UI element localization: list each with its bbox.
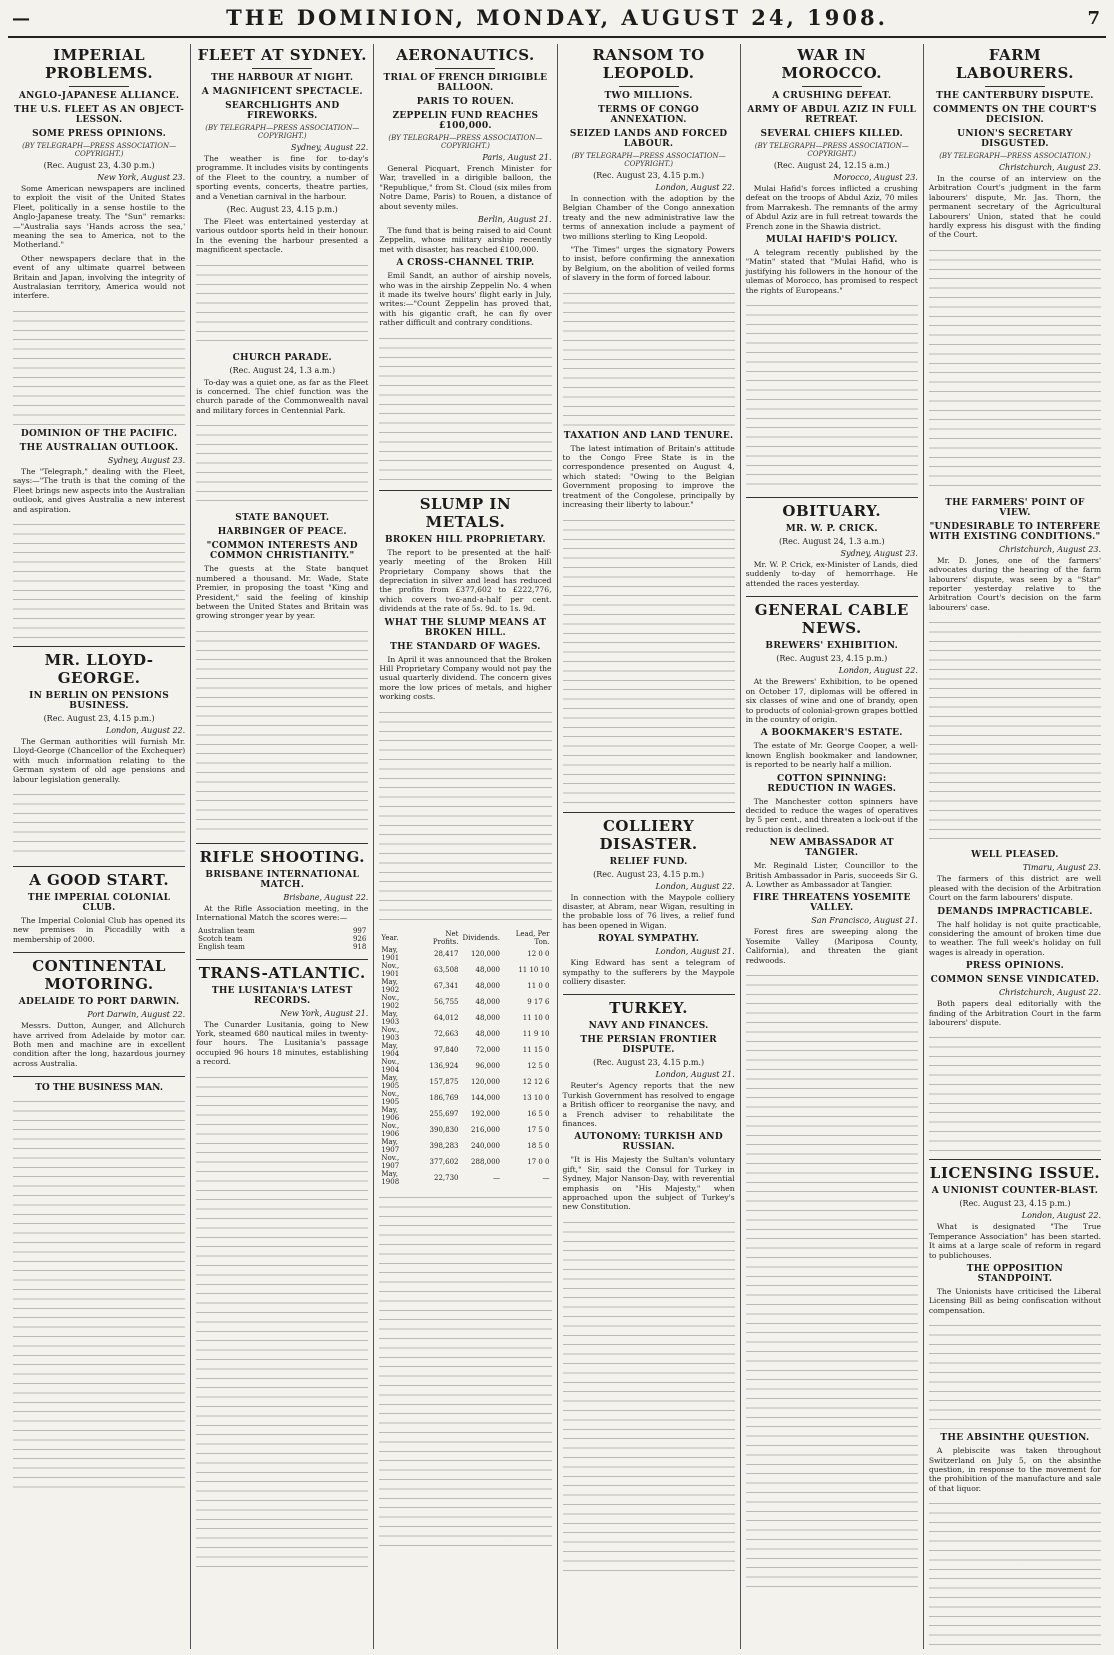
cell-profits: 56,755 (434, 997, 459, 1006)
dateline: Morocco, August 23. (833, 173, 918, 182)
text-lines (929, 244, 1101, 494)
paragraph: Mr. W. P. Crick, ex-Minister of Lands, died suddenly to-day of hemorrhage. He attended the races yesterday. (745, 560, 918, 588)
paragraph: Mulai Hafid's forces inflicted a crushing defeat on the troops of Abdul Aziz, 70 miles from Marrakesh. The remnants of the army of Abdul Aziz are in full retreat towards the French zone in the Shawia district. (745, 184, 918, 231)
cell-year: May, 1904 (381, 1041, 400, 1058)
cell-dividends: — (492, 1173, 500, 1182)
text-lines (929, 616, 1101, 846)
paragraph: The Cunarder Lusitania, going to New York, steamed 680 nautical miles in twenty-four hours. The Lusitania's passage occupied 96 hours 18 minutes, establishing a record. (196, 1019, 369, 1067)
cell-year: May, 1905 (381, 1073, 400, 1090)
subheading: TRIAL OF FRENCH DIRIGIBLE BALLOON. (383, 73, 548, 93)
table-row (379, 1010, 551, 1026)
subheading: ARMY OF ABDUL AZIZ IN FULL RETREAT. (747, 105, 917, 125)
paragraph: Messrs. Dutton, Aunger, and Allchurch have arrived from Adelaide by motor car. Both men and machine are in excellent condition after the long, hazardous journey across Australia. (13, 1021, 186, 1068)
columns (8, 44, 1106, 1649)
column-heading: AERONAUTICS. (396, 46, 535, 64)
table-row (379, 962, 551, 978)
paragraph: Mr. Reginald Lister, Councillor to the British Ambassador in Paris, succeeds Sir G. A. Lowther as Ambassador at Tangier. (745, 861, 918, 889)
received-time: (Rec. August 24, 1.3 a.m.) (778, 537, 885, 547)
subheading: COTTON SPINNING: REDUCTION IN WAGES. (767, 773, 897, 794)
cell-year: May, 1902 (381, 977, 400, 994)
cell-dividends: 192,000 (471, 1109, 500, 1118)
subheading: COMMENTS ON THE COURT'S DECISION. (933, 105, 1097, 125)
received-time: (Rec. August 23, 4.15 p.m.) (593, 171, 705, 180)
dateline: London, August 22. (655, 183, 735, 192)
subheading: SOME PRESS OPINIONS. (32, 129, 167, 139)
cell-dividends: 48,000 (475, 981, 500, 990)
dateline: London, August 21. (655, 1070, 735, 1080)
paragraph: Emil Sandt, an author of airship novels, who was in the airship Zeppelin No. 4 when it made its twelve hours' flight early in July, writes:—"Count Zeppelin has proved that, with his gigantic craft, he can fly over rather difficult and contrary conditions. (379, 271, 552, 328)
paragraph: To-day was a quiet one, as far as the Fleet is concerned. The chief function was the church parade of the Commonwealth naval and military forces in Centennial Park. (196, 377, 369, 415)
cell-dividends: 48,000 (475, 965, 500, 974)
subheading: THE OPPOSITION STANDPOINT. (966, 1263, 1064, 1284)
cell-lead: 11 9 10 (522, 1029, 550, 1038)
cell-lead: 12 5 0 (527, 1061, 550, 1070)
subheading: THE IMPERIAL COLONIAL CLUB. (27, 892, 171, 913)
team-score: 997 (352, 926, 367, 935)
subheading: SEARCHLIGHTS AND FIREWORKS. (225, 101, 340, 121)
subheading: "COMMON INTERESTS AND COMMON CHRISTIANITY." (206, 541, 358, 562)
text-lines (563, 514, 735, 804)
cell-dividends: 216,000 (471, 1125, 500, 1134)
column-heading: FLEET AT SYDNEY. (197, 46, 367, 64)
subheading: NAVY AND FINANCES. (588, 1021, 709, 1032)
received-time: (Rec. August 23, 4.15 p.m.) (776, 654, 888, 664)
table-row (379, 946, 551, 962)
subheading: CHURCH PARADE. (232, 352, 332, 363)
cell-dividends: 120,000 (471, 1077, 500, 1086)
subheading: A CROSS-CHANNEL TRIP. (396, 258, 535, 269)
cell-lead: 9 17 6 (527, 997, 550, 1006)
advertisement-text (13, 1095, 185, 1495)
dateline: Brisbane, August 22. (283, 892, 369, 902)
subheading: COMMON SENSE VINDICATED. (930, 975, 1100, 986)
profits-table (379, 930, 551, 1186)
cell-profits: 97,840 (434, 1045, 459, 1054)
section-heading: CONTINENTAL MOTORING. (32, 957, 166, 994)
paragraph: The latest intimation of Britain's attitude to the Congo Free State is in the correspondence presented on August 4, which stated: "Owing to the Belgian Government proposing to improve the treatment of the Congolese, principally by increasing their liberty to labour." (562, 443, 735, 510)
paragraph: The fund that is being raised to aid Count Zeppelin, whose military airship recently met with disaster, has reached £100,000. (379, 226, 552, 254)
column-heading: WAR IN MOROCCO. (781, 46, 883, 82)
paragraph: A plebiscite was taken throughout Switzerland on July 5, on the absinthe question, in response to the movement for the prohibition of the manufacture and sale of that liquor. (928, 1446, 1102, 1493)
paragraph: In April it was announced that the Broken Hill Proprietary Company would not pay the usual quarterly dividend. The concern gives more the low prices of metals, and higher working costs. (379, 654, 552, 702)
cell-dividends: 120,000 (471, 949, 500, 958)
paragraph: General Picquart, French Minister for War, travelled in a dirigible balloon, the "Republique," from St. Cloud (six miles from Notre Dame, Paris) to Rouen, a distance of about seventy miles. (379, 164, 552, 211)
cell-profits: 157,875 (429, 1077, 459, 1086)
paragraph: The estate of Mr. George Cooper, a well-known English bookmaker and landowner, is reported to be nearly half a million. (745, 741, 918, 770)
wire-credit: (BY TELEGRAPH—PRESS ASSOCIATION.) (939, 152, 1091, 160)
cell-profits: 28,417 (434, 949, 459, 958)
paragraph: The weather is fine for to-day's programme. It includes visits by contingents of the Fleet to the country, a number of sporting events, concerts, theatre parties, and a Venetian carnival in the harbour. (196, 154, 369, 201)
cell-profits: 390,830 (429, 1125, 459, 1134)
cell-lead: 12 12 6 (522, 1077, 550, 1086)
cell-profits: 398,283 (429, 1141, 459, 1150)
paragraph: Some American newspapers are inclined to exploit the visit of the United States Fleet, politically in a sense hostile to the Anglo-Japanese treaty. The "Sun" remarks:—"Australia says 'Hands across the sea,' meaning the sea to America, not to the Motherland." (13, 184, 186, 250)
dateline: London, August 21. (655, 947, 735, 957)
score-table (196, 927, 368, 951)
cell-lead: 11 15 0 (522, 1045, 550, 1054)
text-lines (13, 305, 185, 425)
text-lines (196, 625, 368, 835)
dateline: New York, August 23. (97, 173, 186, 182)
table-row (379, 1138, 551, 1154)
section-heading: OBITUARY. (782, 502, 882, 521)
dateline: New York, August 21. (280, 1008, 369, 1018)
dateline: Berlin, August 21. (477, 215, 552, 225)
subheading: PRESS OPINIONS. (965, 961, 1065, 972)
table-header (379, 930, 551, 946)
subheading: SEVERAL CHIEFS KILLED. (760, 129, 904, 139)
table-row (379, 1042, 551, 1058)
paragraph: In connection with the adoption by the Belgian Chamber of the Congo annexation treaty and the new administrative law the terms of annexation include a payment of two millions sterling to King Leopold. (562, 194, 735, 241)
column-fleet-at-sydney (191, 44, 374, 1649)
subheading: THE FARMERS' POINT OF VIEW. (945, 497, 1085, 518)
cell-dividends: 240,000 (471, 1141, 500, 1150)
paragraph: The Unionists have criticised the Liberal Licensing Bill as being confiscation without compensation. (928, 1286, 1102, 1315)
cell-year: Nov., 1903 (381, 1025, 400, 1042)
section-heading: SLUMP IN METALS. (419, 494, 512, 531)
paragraph: The Fleet was entertained yesterday at various outdoor sports held in their honour. In the evening the harbour presented a magnificent spectacle. (196, 217, 369, 255)
paragraph: "The Times" urges the signatory Powers to insist, before confirming the annexation by Belgium, on the abolition of veiled forms of slavery in the form of forced labour. (562, 245, 735, 283)
dateline: London, August 22. (655, 881, 735, 891)
received-time: (Rec. August 23, 4.15 p.m.) (226, 205, 338, 215)
subheading: NEW AMBASSADOR AT TANGIER. (769, 838, 894, 859)
wire-credit: (BY TELEGRAPH—PRESS ASSOCIATION—COPYRIGHT.) (22, 142, 177, 158)
paragraph: The German authorities will furnish Mr. Lloyd-George (Chancellor of the Exchequer) with much information relating to the German system of old age pensions and labour legislation generally. (13, 736, 186, 784)
subheading: DEMANDS IMPRACTICABLE. (937, 906, 1093, 917)
received-time: (Rec. August 23, 4.30 p.m.) (43, 161, 155, 170)
team-name: Scotch team (198, 934, 243, 943)
cell-lead: 16 5 0 (527, 1109, 550, 1118)
table-row (379, 1154, 551, 1170)
table-row (379, 1090, 551, 1106)
dateline: Christchurch, August 22. (998, 988, 1102, 998)
cell-lead: 13 10 0 (522, 1093, 550, 1102)
cell-year: Nov., 1902 (381, 993, 400, 1010)
subheading: ZEPPELIN FUND REACHES £100,000. (392, 111, 539, 131)
cell-year: Nov., 1901 (381, 961, 400, 978)
paragraph: A telegram recently published by the "Matin" stated that "Mulai Hafid, who is justifying his followers in the honour of the ulemas of Morocco, has promised to respect the rights of Europeans." (745, 248, 918, 295)
advertisement-heading: TO THE BUSINESS MAN. (35, 1083, 163, 1094)
cell-profits: 63,508 (434, 965, 459, 974)
paragraph: Mr. D. Jones, one of the farmers' advocates during the hearing of the farm labourers' dispute, was seen by a "Star" reporter yesterday relative to the Arbitration Court's decision on the farm labourers' case. (928, 555, 1102, 612)
subheading: AUTONOMY: TURKISH AND RUSSIAN. (574, 1132, 723, 1153)
col-profits: Net Profits. (432, 929, 459, 946)
cell-profits: 67,341 (434, 981, 459, 990)
subheading: FIRE THREATENS YOSEMITE VALLEY. (752, 893, 911, 914)
subheading: BRISBANE INTERNATIONAL MATCH. (205, 869, 360, 890)
paragraph: In the course of an interview on the Arbitration Court's judgment in the farm labourers' dispute, Mr. Jas. Thorn, the permanent secretary of the Agricultural Labourers' Union, stated that he could hardly express his disgust with the finding of the Court. (928, 174, 1102, 240)
dateline: London, August 22. (105, 725, 186, 735)
dateline: Paris, August 21. (482, 153, 552, 162)
cell-lead: 17 5 0 (527, 1125, 550, 1134)
subheading: A CRUSHING DEFEAT. (772, 91, 892, 101)
cell-profits: 255,697 (429, 1109, 459, 1118)
cell-profits: 136,924 (429, 1061, 459, 1070)
cell-year: May, 1903 (381, 1009, 400, 1026)
cell-year: May, 1906 (381, 1105, 400, 1122)
wire-credit: (BY TELEGRAPH—PRESS ASSOCIATION—COPYRIGHT.) (205, 124, 360, 140)
text-lines (929, 1031, 1101, 1151)
paragraph: The half holiday is not quite practicable, considering the amount of broken time due to weather. The full week's holiday on full wages is already in operation. (928, 919, 1102, 957)
page-number: 7 (1087, 8, 1100, 29)
paragraph: At the Rifle Association meeting, in the International Match the scores were:— (196, 903, 369, 923)
column-war-in-morocco (741, 44, 924, 1649)
subheading: THE PERSIAN FRONTIER DISPUTE. (580, 1035, 717, 1056)
subheading: A BOOKMAKER'S ESTATE. (760, 728, 903, 739)
team-score: 918 (352, 942, 367, 951)
cell-lead: 18 5 0 (527, 1141, 550, 1150)
paragraph: The "Telegraph," dealing with the Fleet, says:—"The truth is that the coming of the Fleet brings new aspects into the Australian outlook, and gives Australia a new interest and aspiration. (13, 466, 186, 514)
cell-lead: 11 10 0 (522, 1013, 550, 1022)
dateline: Sydney, August 23. (840, 549, 918, 559)
cell-year: May, 1908 (381, 1169, 400, 1186)
received-time: (Rec. August 23, 4.15 p.m.) (593, 1058, 705, 1068)
cell-lead: 11 10 10 (518, 965, 550, 974)
subheading: WELL PLEASED. (971, 850, 1059, 861)
col-year: Year. (381, 933, 399, 942)
dateline: Port Darwin, August 22. (87, 1010, 186, 1020)
subheading: THE HARBOUR AT NIGHT. (211, 73, 354, 83)
text-lines (563, 1216, 735, 1576)
paragraph: At the Brewers' Exhibition, to be opened on October 17, diplomas will be offered in six classes of wine and one of brandy, open to products of colonial-grown grapes bottled in the country of origin. (745, 677, 918, 724)
text-lines (196, 419, 368, 509)
team-score: 926 (352, 934, 367, 943)
subheading: TAXATION AND LAND TENURE. (563, 430, 734, 441)
cell-profits: 377,602 (429, 1157, 459, 1166)
paragraph: King Edward has sent a telegram of sympathy to the sufferers by the Maypole colliery disaster. (562, 958, 735, 986)
subheading: THE LUSITANIA'S LATEST RECORDS. (211, 985, 353, 1006)
paragraph: In connection with the Maypole colliery disaster, at Abram, near Wigan, resulting in the probable loss of 76 lives, a relief fund has been opened in Wigan. (562, 892, 735, 930)
cell-profits: 64,012 (434, 1013, 459, 1022)
received-time: (Rec. August 24, 12.15 a.m.) (773, 161, 890, 170)
text-lines (929, 1497, 1101, 1649)
subheading: PARIS TO ROUEN. (416, 97, 515, 107)
subheading: RELIEF FUND. (609, 856, 688, 867)
section-heading: TRANS-ATLANTIC. (198, 963, 366, 982)
paragraph: The guests at the State banquet numbered a thousand. Mr. Wade, State Premier, in proposing the toast "King and President," said the feeling of kinship between the United States and Britain was growing stronger year by year. (196, 564, 369, 621)
text-lines (929, 1319, 1101, 1429)
text-lines (379, 706, 551, 926)
received-time: (Rec. August 23, 4.15 p.m.) (959, 1199, 1071, 1209)
cell-dividends: 288,000 (471, 1157, 500, 1166)
received-time: (Rec. August 23, 4.15 p.m.) (43, 713, 155, 723)
table-row (379, 1122, 551, 1138)
section-heading: RIFLE SHOOTING. (199, 847, 365, 866)
paragraph: Other newspapers declare that in the event of any ultimate quarrel between Britain and Japan, involving the integrity of Australasian territory, America would not interfere. (13, 253, 186, 301)
column-heading: FARM LABOURERS. (955, 46, 1075, 82)
cell-profits: 186,769 (429, 1093, 459, 1102)
cell-dividends: 48,000 (475, 1013, 500, 1022)
received-time: (Rec. August 24, 1.3 a.m.) (229, 365, 336, 375)
subheading: A MAGNIFICENT SPECTACLE. (201, 87, 363, 97)
paragraph: Forest fires are sweeping along the Yosemite Valley (Mariposa County, California), and threaten the giant redwoods. (745, 927, 918, 965)
paragraph: Reuter's Agency reports that the new Turkish Government has resolved to engage a British officer to reorganise the navy, and a French adviser to rehabilitate the finances. (562, 1081, 735, 1128)
masthead-title: THE DOMINION, MONDAY, AUGUST 24, 1908. (226, 5, 888, 30)
text-lines (379, 332, 551, 482)
col-lead: Lead, Per Ton. (515, 929, 550, 946)
text-lines (13, 788, 185, 858)
paragraph: The Manchester cotton spinners have decided to reduce the wages of operatives by 5 per cent., and threaten a lock-out if the reduction is declined. (745, 796, 918, 834)
subheading: HARBINGER OF PEACE. (217, 527, 347, 538)
team-name: English team (198, 942, 245, 951)
cell-profits: 22,730 (434, 1173, 459, 1182)
text-lines (746, 969, 918, 1589)
dateline: London, August 22. (1021, 1211, 1102, 1221)
text-lines (563, 287, 735, 427)
subheading: SEIZED LANDS AND FORCED LABOUR. (569, 129, 728, 149)
subheading: UNION'S SECRETARY DISGUSTED. (957, 129, 1073, 149)
text-lines (746, 299, 918, 489)
table-row (379, 1074, 551, 1090)
subheading: TERMS OF CONGO ANNEXATION. (598, 105, 700, 125)
table-row (379, 1026, 551, 1042)
subheading: "UNDESIRABLE TO INTERFERE WITH EXISTING CONDITIONS." (929, 521, 1101, 542)
cell-lead: 11 0 0 (527, 981, 550, 990)
table-row (379, 994, 551, 1010)
wire-credit: (BY TELEGRAPH—PRESS ASSOCIATION—COPYRIGHT.) (571, 152, 726, 168)
paragraph: The Imperial Colonial Club has opened its new premises in Piccadilly with a membership of 2000. (13, 915, 186, 944)
text-lines (379, 1191, 551, 1551)
cell-year: May, 1907 (381, 1137, 400, 1154)
section-heading: TURKEY. (609, 999, 688, 1018)
subheading: WHAT THE SLUMP MEANS AT BROKEN HILL. (384, 617, 547, 638)
subheading: THE CANTERBURY DISPUTE. (936, 91, 1094, 101)
column-farm-labourers (924, 44, 1106, 1649)
column-heading: IMPERIAL PROBLEMS. (45, 46, 154, 82)
dateline: Sydney, August 22. (291, 143, 369, 152)
cell-lead: 17 0 0 (527, 1157, 550, 1166)
subheading: MR. W. P. CRICK. (785, 524, 878, 535)
masthead-dash: — (12, 8, 30, 29)
cell-dividends: 72,000 (475, 1045, 500, 1054)
column-imperial-problems (8, 44, 191, 1649)
paragraph: The report to be presented at the half-yearly meeting of the Broken Hill Proprietary Company shows that the depreciation in silver and lead has reduced the profits from £377,602 to £222,776, which covers two-and-a-half per cent. dividends at the rate of 5s. 9d. to 1s. 9d. (379, 547, 552, 614)
paragraph: What is designated "The True Temperance Association" has been started. It aims at a large scale of reform in regard to publichouses. (928, 1222, 1102, 1260)
text-lines (196, 1071, 368, 1571)
cell-year: Nov., 1904 (381, 1057, 400, 1074)
subheading: ADELAIDE TO PORT DARWIN. (18, 997, 180, 1008)
cell-year: Nov., 1907 (381, 1153, 400, 1170)
subheading: THE AUSTRALIAN OUTLOOK. (19, 442, 179, 453)
subheading: IN BERLIN ON PENSIONS BUSINESS. (29, 690, 170, 711)
subheading: DOMINION OF THE PACIFIC. (20, 428, 178, 439)
cell-lead: — (542, 1173, 550, 1182)
subheading: THE ABSINTHE QUESTION. (940, 1433, 1090, 1444)
col-dividends: Dividends. (462, 933, 500, 942)
cell-year: Nov., 1906 (381, 1121, 400, 1138)
cell-year: May, 1901 (381, 945, 400, 962)
cell-dividends: 144,000 (471, 1093, 500, 1102)
received-time: (Rec. August 23, 4.15 p.m.) (593, 869, 705, 879)
table-row (379, 1058, 551, 1074)
section-heading: MR. LLOYD-GEORGE. (44, 650, 154, 687)
dateline: Christchurch, August 23. (998, 163, 1102, 172)
subheading: ANGLO-JAPANESE ALLIANCE. (18, 91, 180, 101)
section-heading: COLLIERY DISASTER. (599, 816, 698, 853)
masthead (8, 2, 1106, 38)
text-lines (196, 259, 368, 349)
cell-dividends: 48,000 (475, 997, 500, 1006)
dateline: Christchurch, August 23. (998, 544, 1102, 554)
section-heading: A GOOD START. (29, 870, 170, 889)
column-heading: RANSOM TO LEOPOLD. (592, 46, 705, 82)
table-row (379, 978, 551, 994)
wire-credit: (BY TELEGRAPH—PRESS ASSOCIATION—COPYRIGHT.) (388, 134, 543, 150)
team-name: Australian team (198, 926, 255, 935)
column-aeronautics (374, 44, 557, 1649)
table-row (196, 935, 368, 943)
subheading: A UNIONIST COUNTER-BLAST. (931, 1186, 1099, 1197)
dateline: Timaru, August 23. (1022, 863, 1102, 873)
table-row (196, 927, 368, 935)
subheading: ROYAL SYMPATHY. (598, 934, 700, 945)
subheading: BREWERS' EXHIBITION. (765, 641, 899, 652)
cell-profits: 72,663 (434, 1029, 459, 1038)
dateline: San Francisco, August 21. (811, 916, 918, 926)
text-lines (13, 518, 185, 638)
subheading: THE STANDARD OF WAGES. (390, 641, 541, 652)
paragraph: "It is His Majesty the Sultan's voluntary gift," Sir, said the Consul for Turkey in Sydney, Major Nanson-Day, with reverential emphasis on "His Majesty," when approached upon the subject of Turkey's new Constitution. (562, 1155, 735, 1212)
table-row (379, 1170, 551, 1186)
section-heading: GENERAL CABLE NEWS. (754, 601, 909, 638)
section-heading: LICENSING ISSUE. (929, 1164, 1101, 1183)
subheading: BROKEN HILL PROPRIETARY. (384, 534, 546, 545)
dateline: Sydney, August 23. (107, 455, 186, 465)
cell-lead: 12 0 0 (527, 949, 550, 958)
subheading: STATE BANQUET. (235, 513, 330, 524)
subheading: MULAI HAFID'S POLICY. (765, 235, 898, 246)
paragraph: Both papers deal editorially with the finding of the Arbitration Court in the farm labourers' dispute. (928, 999, 1102, 1027)
paragraph: The farmers of this district are well pleased with the decision of the Arbitration Court on the farm labourers' dispute. (928, 874, 1102, 903)
table-row (379, 1106, 551, 1122)
cell-dividends: 48,000 (475, 1029, 500, 1038)
table-row (196, 943, 368, 951)
subheading: THE U.S. FLEET AS AN OBJECT-LESSON. (14, 105, 185, 125)
subheading: TWO MILLIONS. (604, 91, 693, 101)
cell-dividends: 96,000 (475, 1061, 500, 1070)
dateline: London, August 22. (838, 666, 918, 676)
wire-credit: (BY TELEGRAPH—PRESS ASSOCIATION—COPYRIGHT.) (754, 142, 909, 158)
cell-year: Nov., 1905 (381, 1089, 400, 1106)
column-ransom-to-leopold (558, 44, 741, 1649)
